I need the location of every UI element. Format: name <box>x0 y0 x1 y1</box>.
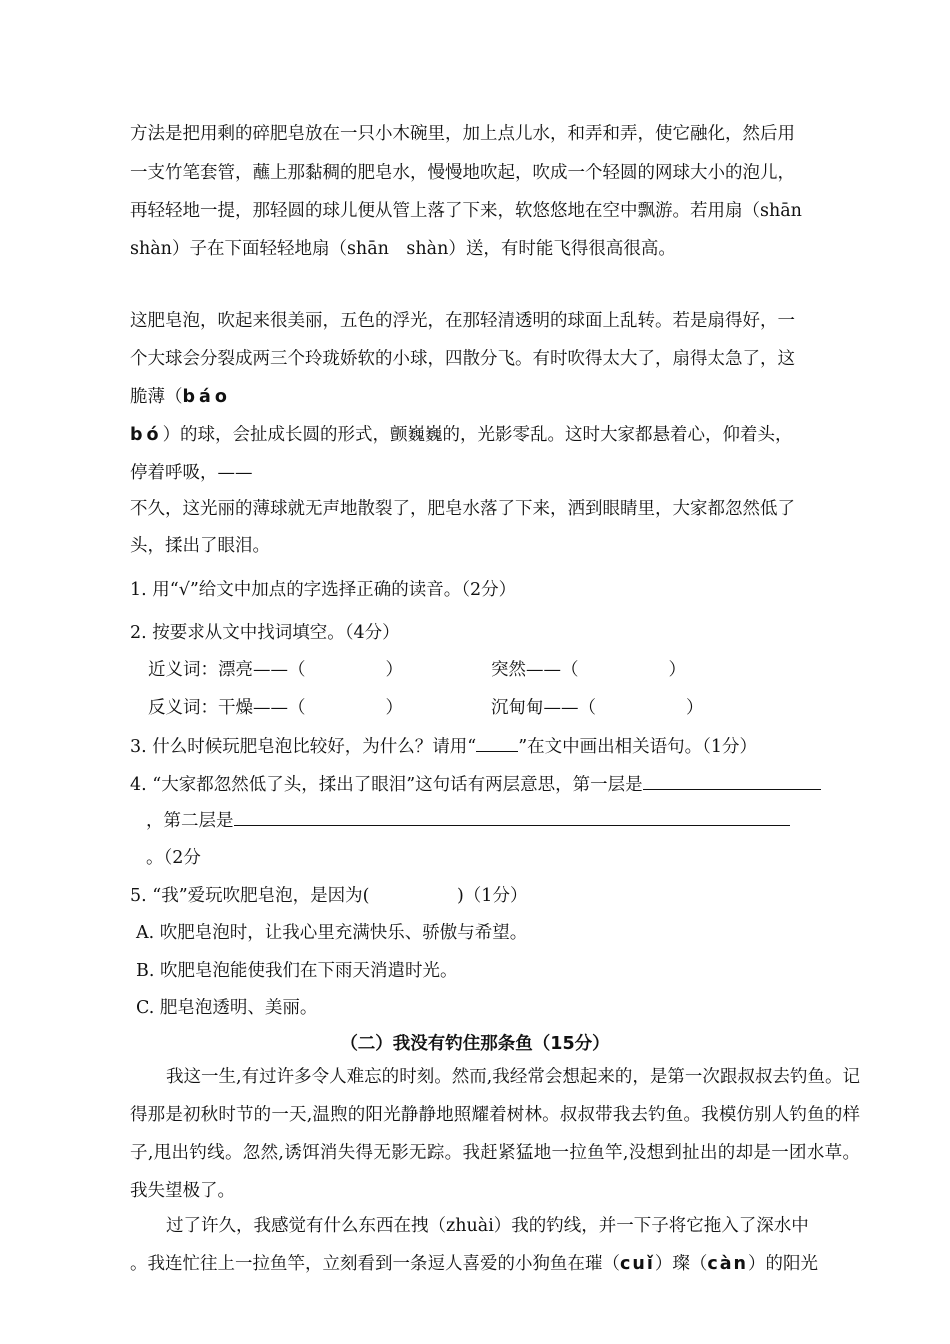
text-line: 方法是把用剩的碎肥皂放在一只小木碗里，加上点儿水，和弄和弄，使它融化，然后用 <box>130 124 795 144</box>
text-line <box>130 386 231 408</box>
answer-line[interactable] <box>234 809 790 826</box>
antonym-label: 反义词：干燥——（ <box>148 698 306 718</box>
synonym-row <box>148 659 403 681</box>
text-fragment: ）的阳光 <box>748 1254 818 1274</box>
text-line: 一支竹笔套管，蘸上那黏稠的肥皂水，慢慢地吹起，吹成一个轻圆的网球大小的泡儿， <box>130 163 795 183</box>
text-line: 这肥皂泡，吹起来很美丽，五色的浮光，在那轻清透明的球面上乱转。若是扇得好，一 <box>130 311 795 331</box>
pinyin: cuǐ <box>620 1254 655 1274</box>
text-line: 不久，这光丽的薄球就无声地散裂了，肥皂水落了下来，洒到眼睛里，大家都忽然低了 <box>130 499 795 519</box>
answer-line[interactable] <box>643 773 821 790</box>
paragraph: 我这一生,有过许多令人难忘的时刻。然而,我经常会想起来的，是第一次跟叔叔去钓鱼。记得那是初秋时节的一天,温煦的阳光静静地照耀着树林。叔叔带我去钓鱼。我模仿别人钓鱼的样子,甩出钓线。忽然,诱饵消失得无影无踪。我赶紧猛地一拉鱼竿,没想到扯出的却是一团水草。我失望极了。 <box>130 1067 860 1201</box>
antonym-label-2: 沉甸甸——（ <box>491 698 596 718</box>
underline-sample <box>476 735 518 752</box>
question-4-line-2 <box>146 809 790 832</box>
text-line: 过了许久，我感觉有什么东西在拽（zhuài）我的钓线，并一下子将它拖入了深水中 <box>166 1216 809 1236</box>
text-line: 头，揉出了眼泪。 <box>130 536 270 556</box>
question-4-end: 。（2分 <box>146 848 201 868</box>
question-3 <box>130 735 757 758</box>
pinyin-option: báo <box>182 387 231 407</box>
text-line: 个大球会分裂成两三个玲珑娇软的小球，四散分飞。有时吹得太大了，扇得太急了，这 <box>130 349 795 369</box>
text-fragment: 。我连忙往上一拉鱼竿，立刻看到一条逗人喜爱的小狗鱼在璀（ <box>130 1254 620 1274</box>
text-line <box>130 1253 818 1275</box>
question-5: 5. “我”爱玩吹肥皂泡，是因为( )（1分） <box>130 886 528 906</box>
text-fragment: ）的球，会扯成长圆的形式，颤巍巍的，光影零乱。这时大家都悬着心，仰着头， <box>162 425 793 445</box>
text-line: shàn）子在下面轻轻地扇（shān shàn）送，有时能飞得很高很高。 <box>130 239 676 259</box>
close-paren: ） <box>385 660 403 680</box>
close-paren: ） <box>668 660 686 680</box>
text-line: 再轻轻地一提，那轻圆的球儿便从管上落了下来，软悠悠地在空中飘游。若用扇（shān <box>130 201 802 221</box>
question-4-text: 4. “大家都忽然低了头，揉出了眼泪”这句话有两层意思，第一层是 <box>130 775 643 795</box>
option-b[interactable]: B. 吹肥皂泡能使我们在下雨天消遣时光。 <box>136 961 458 981</box>
question-4-text-2: ，第二层是 <box>146 811 234 831</box>
pinyin: càn <box>707 1254 748 1274</box>
synonym-label: 近义词：漂亮——（ <box>148 660 306 680</box>
question-3-text-end: ”在文中画出相关语句。（1分） <box>518 737 758 757</box>
text-line <box>130 424 793 446</box>
text-line: 停着呼吸，—— <box>130 463 253 483</box>
option-c[interactable]: C. 肥皂泡透明、美丽。 <box>136 998 318 1018</box>
question-3-text: 3. 什么时候玩肥皂泡比较好，为什么？请用“ <box>130 737 477 757</box>
section-title: （二）我没有钓住那条鱼（15分） <box>340 1034 610 1054</box>
close-paren: ） <box>686 698 704 718</box>
text-fragment: 脆薄（ <box>130 387 183 407</box>
question-4 <box>130 773 821 796</box>
pinyin-option: bó <box>130 425 163 445</box>
synonym-label-2: 突然——（ <box>491 660 579 680</box>
question-1: 1. 用“√”给文中加点的字选择正确的读音。（2分） <box>130 580 517 600</box>
question-2: 2. 按要求从文中找词填空。（4分） <box>130 623 400 643</box>
close-paren: ） <box>385 698 403 718</box>
option-a[interactable]: A. 吹肥皂泡时，让我心里充满快乐、骄傲与希望。 <box>136 923 528 943</box>
text-fragment: ）璨（ <box>654 1254 708 1274</box>
antonym-row-2 <box>491 697 704 719</box>
antonym-row <box>148 697 403 719</box>
synonym-row-2 <box>491 659 686 681</box>
